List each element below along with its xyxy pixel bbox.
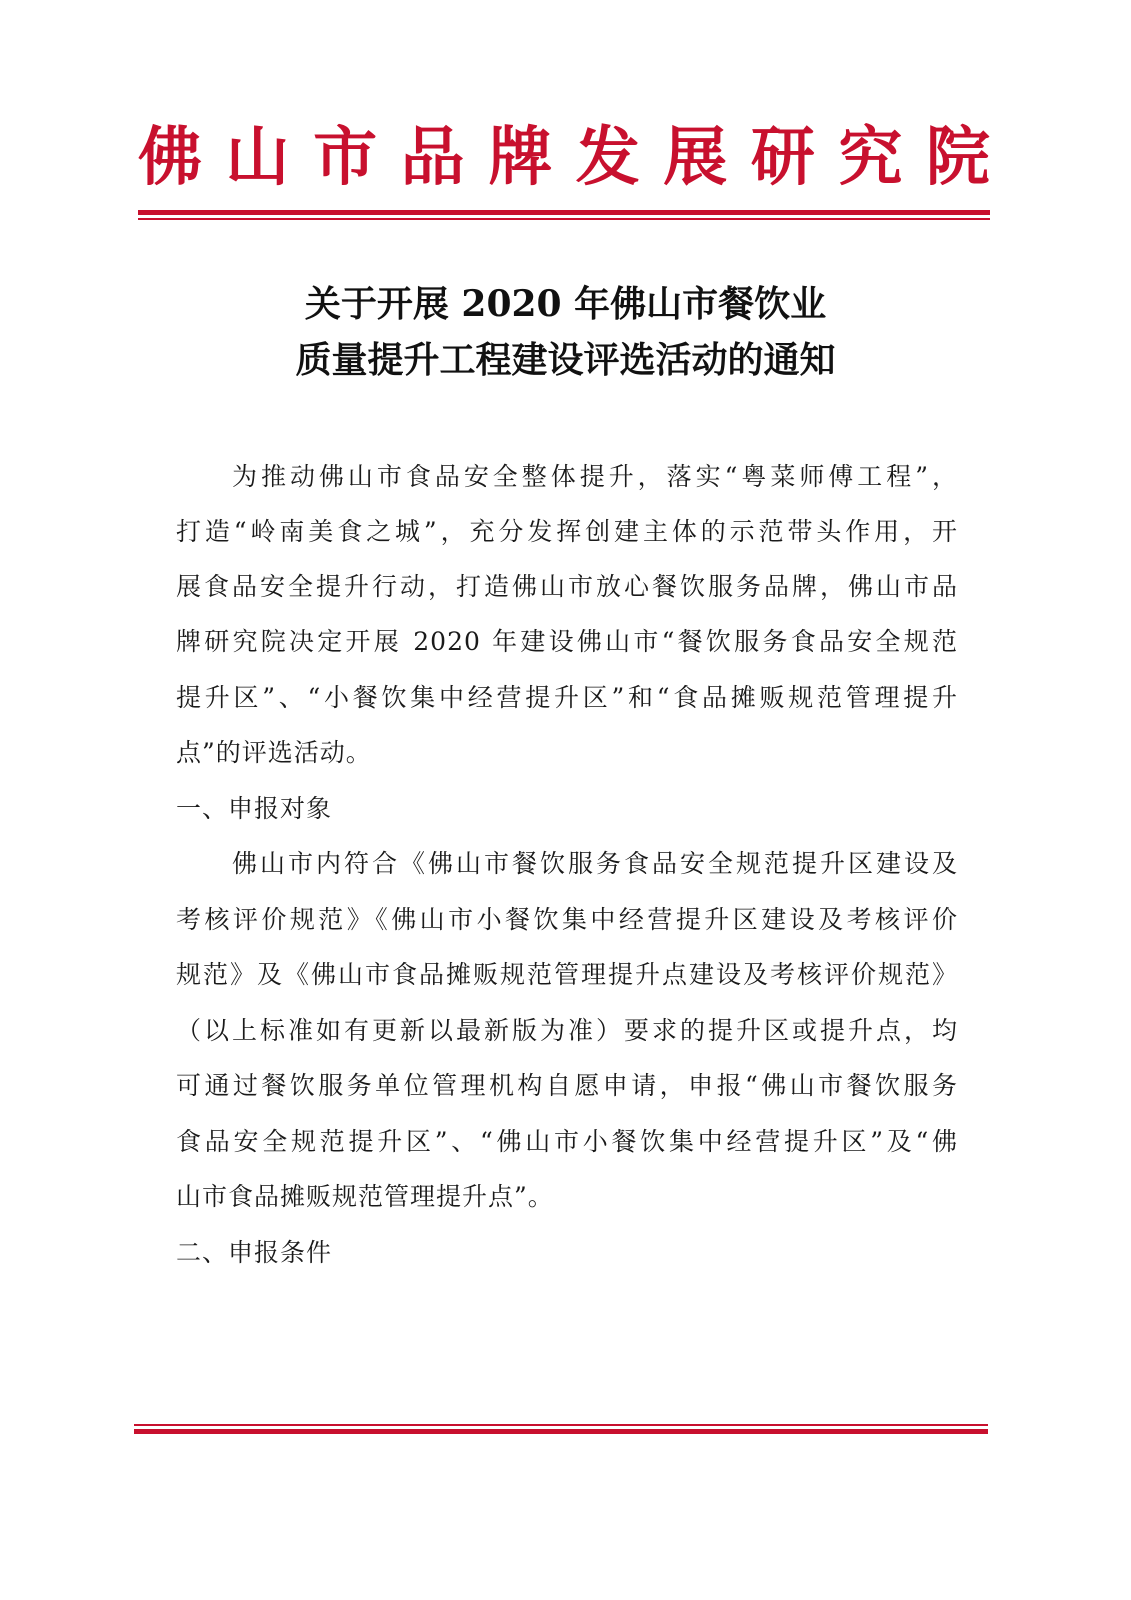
letterhead-char: 研	[750, 120, 815, 195]
divider-thick-line	[138, 210, 990, 215]
divider-thick-line	[134, 1429, 988, 1434]
section-heading-applicants: 一、申报对象	[176, 794, 333, 823]
letterhead-char: 品	[400, 120, 465, 195]
footer-divider	[134, 1424, 988, 1434]
letterhead-char: 市	[313, 120, 378, 195]
letterhead-char: 佛	[138, 120, 202, 195]
letterhead-char: 展	[663, 120, 728, 195]
intro-line: 打造“岭南美食之城”，充分发挥创建主体的示范带头作用，开	[176, 517, 958, 546]
section1-line: 规范》及《佛山市食品摊贩规范管理提升点建设及考核评价规范》	[176, 960, 958, 989]
letterhead-char: 院	[925, 120, 990, 195]
section1-line: 食品安全规范提升区”、“佛山市小餐饮集中经营提升区”及“佛	[176, 1127, 958, 1156]
section1-line: 可通过餐饮服务单位管理机构自愿申请，申报“佛山市餐饮服务	[176, 1071, 958, 1100]
section1-line: 考核评价规范》《佛山市小餐饮集中经营提升区建设及考核评价	[176, 905, 958, 934]
letterhead-org-name	[138, 118, 990, 198]
intro-line: 展食品安全提升行动，打造佛山市放心餐饮服务品牌，佛山市品	[176, 572, 958, 601]
letterhead-char: 牌	[488, 120, 553, 195]
document-title-line-1: 关于开展 2020 年佛山市餐饮业	[304, 283, 827, 325]
letterhead-divider	[138, 210, 990, 220]
intro-line: 提升区”、“小餐饮集中经营提升区”和“食品摊贩规范管理提升	[176, 683, 958, 712]
intro-line: 点”的评选活动。	[176, 738, 372, 767]
divider-thin-line	[134, 1424, 988, 1426]
intro-line: 牌研究院决定开展 2020 年建设佛山市“餐饮服务食品安全规范	[176, 627, 958, 656]
divider-thin-line	[138, 218, 990, 220]
section1-line: 佛山市内符合《佛山市餐饮服务食品安全规范提升区建设及	[232, 849, 958, 878]
section-heading-conditions: 二、申报条件	[176, 1238, 333, 1267]
letterhead-char: 发	[575, 120, 640, 195]
letterhead-char: 究	[838, 120, 903, 195]
intro-line: 为推动佛山市食品安全整体提升，落实“粤菜师傅工程”，	[232, 462, 958, 491]
document-title-line-2: 质量提升工程建设评选活动的通知	[295, 339, 836, 381]
section1-line: （以上标准如有更新以最新版为准）要求的提升区或提升点，均	[176, 1016, 958, 1045]
section1-line: 山市食品摊贩规范管理提升点”。	[176, 1182, 554, 1211]
letterhead-char: 山	[225, 120, 290, 195]
